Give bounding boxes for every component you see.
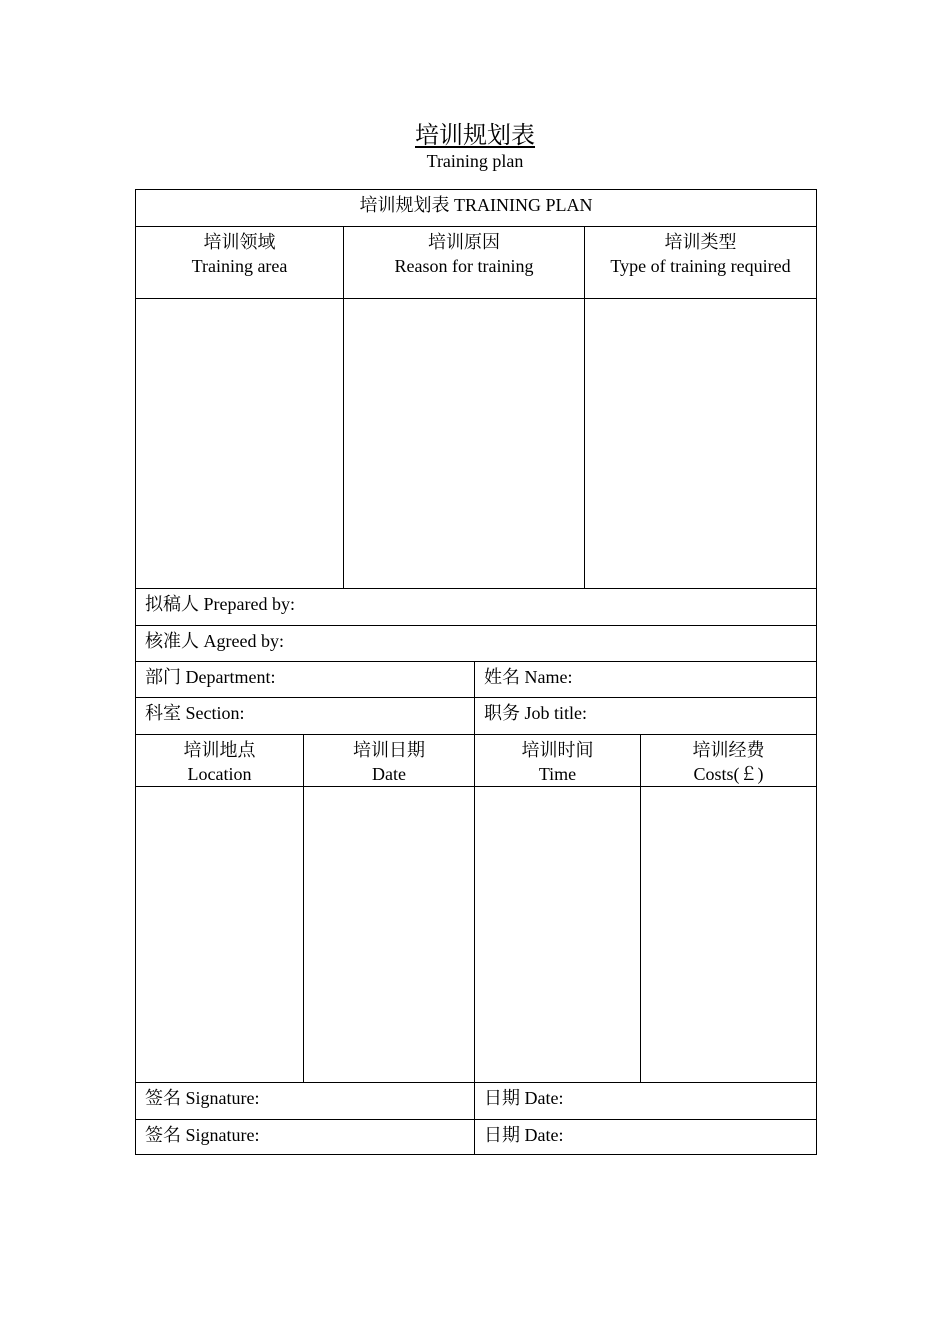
- header-type-of-training: [585, 227, 817, 299]
- header-time-en: Time: [538, 764, 577, 784]
- prepared-by-field[interactable]: 拟稿人 Prepared by:: [136, 589, 817, 626]
- header-reason-en: Reason for training: [394, 256, 534, 276]
- header-reason-for-training: [344, 227, 585, 299]
- type-of-training-entry[interactable]: [585, 299, 817, 589]
- section-field[interactable]: 科室 Section:: [136, 698, 475, 735]
- header-date-cn: 培训日期: [353, 740, 425, 760]
- training-area-entry[interactable]: [136, 299, 344, 589]
- header-training-area-cn: 培训领域: [203, 232, 276, 252]
- header-location: [136, 735, 304, 787]
- header-training-area: [136, 227, 344, 299]
- department-field[interactable]: 部门 Department:: [136, 662, 475, 698]
- header-location-cn: 培训地点: [183, 740, 256, 760]
- page-title: 培训规划表: [415, 123, 535, 149]
- name-field[interactable]: 姓名 Name:: [475, 662, 817, 698]
- costs-entry[interactable]: [641, 787, 817, 1083]
- header-costs-cn: 培训经费: [692, 740, 765, 760]
- header-costs-en: Costs(￡): [693, 764, 764, 784]
- plan-table-caption: 培训规划表 TRAINING PLAN: [136, 190, 817, 227]
- reason-for-training-entry[interactable]: [344, 299, 585, 589]
- time-entry[interactable]: [475, 787, 641, 1083]
- agreed-by-field[interactable]: 核准人 Agreed by:: [136, 626, 817, 662]
- header-date: [304, 735, 475, 787]
- signature-field-2[interactable]: 签名 Signature:: [136, 1120, 475, 1155]
- header-time: [475, 735, 641, 787]
- header-location-en: Location: [187, 764, 252, 784]
- date-field-2[interactable]: 日期 Date:: [475, 1120, 817, 1155]
- job-title-field[interactable]: 职务 Job title:: [475, 698, 817, 735]
- training-plan-form: [135, 189, 817, 1155]
- header-reason-cn: 培训原因: [428, 232, 500, 252]
- location-entry[interactable]: [136, 787, 304, 1083]
- header-time-cn: 培训时间: [521, 740, 594, 760]
- header-costs: [641, 735, 817, 787]
- date-entry[interactable]: [304, 787, 475, 1083]
- header-date-en: Date: [372, 764, 406, 784]
- date-field-1[interactable]: 日期 Date:: [475, 1083, 817, 1120]
- page-subtitle: Training plan: [426, 151, 524, 171]
- header-type-cn: 培训类型: [664, 232, 737, 252]
- header-training-area-en: Training area: [191, 256, 288, 276]
- signature-field-1[interactable]: 签名 Signature:: [136, 1083, 475, 1120]
- header-type-en: Type of training required: [610, 256, 791, 276]
